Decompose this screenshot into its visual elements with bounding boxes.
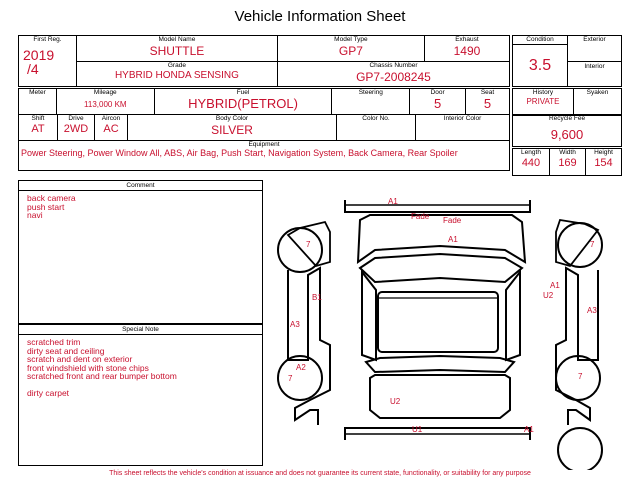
shift-label: Shift [31,115,45,122]
mileage-value: 113,000 KM [84,100,127,109]
list-item: scratched front and rear bumper bottom [27,371,177,381]
damage-mark: U2 [543,291,554,300]
grade-value: HYBRID HONDA SENSING [114,69,239,81]
condition-label: Condition [513,36,567,45]
damage-mark: A1 [448,235,458,244]
list-item: scratch and dent on exterior [27,354,133,364]
first-reg-year: 2019 [23,47,55,63]
list-item: push start [27,201,65,212]
list-item: dirty seat and ceiling [27,345,105,356]
dimensions-box [512,148,622,176]
history-box [512,88,622,116]
equipment-label: Equipment [248,141,280,148]
special-note-list [19,335,262,398]
height-value: 154 [594,157,613,169]
fuel-label: Fuel [236,89,250,96]
special-note-label: Special Note [19,325,262,335]
list-item: front windshield with stone chips [27,362,149,373]
list-item: navi [27,210,43,220]
recycle-box [512,114,622,147]
body-color-value: SILVER [211,123,253,137]
spare-wheel [558,428,602,470]
door-value: 5 [434,96,442,111]
drive-label: Drive [68,115,84,122]
roof-outline [378,292,498,352]
width-label: Width [559,149,576,156]
condition-value: 3.5 [528,57,552,74]
list-item: back camera [27,193,76,203]
length-label: Length [521,149,541,156]
disclaimer-footer: This sheet reflects the vehicle's condition at issuance and does not guarantee its current state, functionality, or suitability for any purpose [109,470,531,477]
special-note-box [18,324,263,466]
body-color-label: Body Color [215,115,249,122]
damage-mark: 7 [288,374,293,383]
damage-mark: U1 [412,425,423,434]
seat-label: Seat [480,89,495,96]
interior-label: Interior [584,63,605,70]
damage-mark: Fade [443,216,462,225]
damage-mark: A2 [296,363,306,372]
exhaust-label: Exhaust [455,36,479,43]
mileage-label: Mileage [93,89,117,96]
meter-label: Meter [29,89,46,96]
list-item: scratched trim [27,337,81,347]
comment-label: Comment [19,181,262,191]
seat-value: 5 [483,96,492,111]
model-type-label: Model Type [334,36,368,43]
interior-color-label: Interior Color [443,115,482,122]
model-type-value: GP7 [338,44,363,58]
damage-mark: 7 [578,372,583,381]
rear-window-outline [366,356,514,372]
right-side-outline [556,268,598,425]
damage-mark: A1 [550,281,560,290]
first-reg-month: /4 [27,61,39,77]
exhaust-value: 1490 [453,44,481,58]
model-name-value: SHUTTLE [149,44,205,58]
height-label: Height [594,149,613,156]
damage-mark: B1 [312,293,322,302]
color-no-label: Color No. [362,115,390,122]
fuel-value: HYBRID(PETROL) [188,96,298,111]
damage-mark: A1 [388,197,398,206]
comment-list [19,191,262,220]
front-bumper-outline [345,200,530,212]
shift-value: AT [31,123,45,135]
damage-mark: A1 [524,425,534,434]
chassis-label: Chassis Number [369,61,418,69]
damage-mark: 7 [590,240,595,249]
steering-label: Steering [358,89,383,96]
first-reg-label: First Reg. [33,36,62,43]
comment-box [18,180,263,324]
condition-box [512,35,622,87]
left-side-outline [288,268,330,425]
history-label: History [532,89,554,96]
exterior-label: Exterior [583,36,606,43]
model-name-label: Model Name [158,36,196,43]
drive-value: 2WD [63,123,89,135]
damage-mark: U2 [390,397,401,406]
list-item: dirty carpet [27,388,70,398]
aircon-value: AC [103,123,119,135]
windshield-outline [360,254,522,282]
syaken-label: Syaken [586,89,609,96]
recycle-fee-label: Recycle Fee [548,115,586,122]
spec-table [18,88,510,171]
recycle-fee-value: 9,600 [550,127,584,142]
history-value: PRIVATE [526,97,560,106]
aircon-label: Aircon [101,115,121,122]
damage-mark: A3 [587,306,597,315]
page-title: Vehicle Information Sheet [234,8,406,25]
damage-mark: Fade [411,212,430,221]
chassis-value: GP7-2008245 [356,69,431,84]
equipment-value: Power Steering, Power Window All, ABS, Air Bag, Push Start, Navigation System, Back Camera, Rear Spoiler [21,148,458,158]
grade-label: Grade [167,61,186,69]
damage-mark: A3 [290,320,300,329]
length-value: 440 [521,157,541,169]
vehicle-info-table [18,35,510,87]
first-reg-cell [19,36,77,87]
door-label: Door [430,89,445,96]
damage-mark: 7 [306,240,311,249]
width-value: 169 [558,157,577,169]
